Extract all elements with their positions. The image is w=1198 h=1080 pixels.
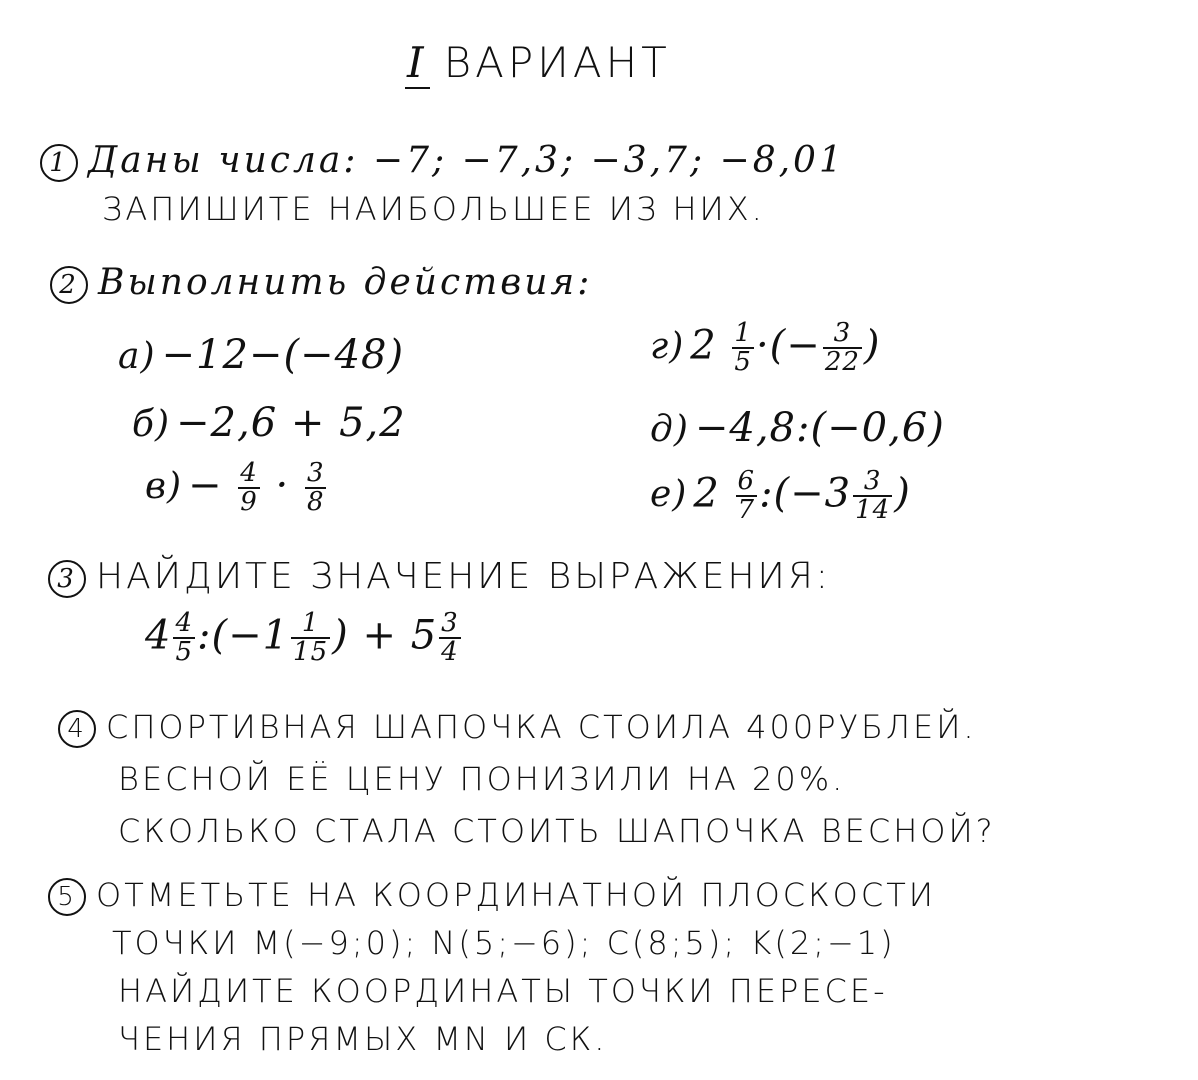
denominator: 5 [175, 637, 193, 668]
denominator: 8 [306, 487, 325, 518]
task2-d [650, 405, 945, 451]
task2-b-label: б) [132, 404, 171, 445]
task3-heading-text: НАЙДИТЕ ЗНАЧЕНИЕ ВЫРАЖЕНИЯ: [96, 556, 831, 597]
task5-line2: ТОЧКИ М(−9;0); N(5;−6); C(8;5); K(2;−1) [112, 924, 896, 962]
denominator: 5 [734, 347, 752, 378]
task4-line1 [58, 708, 977, 748]
variant-label: ВАРИАНТ [443, 38, 671, 87]
task2-g [650, 320, 881, 377]
numerator: 6 [737, 466, 756, 496]
task4-line3: СКОЛЬКО СТАЛА СТОИТЬ ШАПОЧКА ВЕСНОЙ? [118, 812, 996, 850]
task2-v-sign: − [188, 462, 223, 509]
whole-part: 4 [145, 612, 172, 659]
numerator: 4 [240, 458, 258, 488]
denominator: 7 [737, 495, 756, 526]
fraction [173, 610, 195, 667]
fraction [305, 460, 327, 517]
task5-line1 [48, 876, 936, 916]
task2-d-label: д) [650, 409, 689, 450]
fraction [439, 610, 461, 667]
task1-line1 [40, 140, 845, 182]
task2-b [132, 400, 406, 446]
numerator: 3 [441, 608, 459, 638]
denominator: 15 [293, 637, 329, 668]
whole-part: 2 [690, 322, 717, 369]
task2-v-label: в) [145, 466, 182, 508]
task2-d-expr: −4,8:(−0,6) [694, 405, 945, 451]
task2-a-expr: −12−(−48) [161, 332, 405, 378]
task5-number: 5 [48, 878, 86, 916]
task1-text1: Даны числа: −7; −7,3; −3,7; −8,01 [88, 140, 845, 181]
fraction [291, 610, 330, 667]
fraction [823, 320, 862, 377]
numerator: 3 [863, 466, 882, 496]
task4-number: 4 [58, 710, 96, 748]
task1-line2: ЗАПИШИТЕ НАИБОЛЬШЕЕ ИЗ НИХ. [102, 190, 765, 228]
numerator: 3 [833, 318, 852, 348]
numerator: 3 [306, 458, 325, 488]
denominator: 22 [824, 347, 860, 378]
variant-title [405, 38, 671, 89]
task2-heading [50, 262, 592, 304]
whole-part: 2 [693, 470, 720, 517]
fraction [853, 468, 892, 525]
operator: · [275, 462, 290, 509]
task5-line4: ЧЕНИЯ ПРЯМЫХ МN И СК. [118, 1020, 608, 1058]
denominator: 9 [240, 487, 258, 518]
operator: ·(− [755, 322, 821, 369]
task2-e [650, 468, 911, 525]
task1-number: 1 [40, 144, 78, 182]
numerator: 4 [175, 608, 193, 638]
operator: :(−1 [197, 612, 290, 659]
task2-heading-text: Выполнить действия: [98, 262, 593, 303]
bracket: ) [863, 322, 881, 369]
denominator: 14 [855, 495, 891, 526]
variant-number: I [407, 38, 428, 87]
task2-a [118, 332, 404, 378]
operator: :(−3 [759, 470, 852, 517]
task5-text1: ОТМЕТЬТЕ НА КООРДИНАТНОЙ ПЛОСКОСТИ [96, 876, 936, 914]
operator: ) + 5 [332, 612, 438, 659]
fraction [736, 468, 758, 525]
denominator: 4 [441, 637, 459, 668]
task2-g-label: г) [650, 326, 685, 368]
task3-expression [145, 610, 463, 667]
task2-v [145, 460, 328, 517]
numerator: 1 [301, 608, 320, 638]
task4-line2: ВЕСНОЙ ЕЁ ЦЕНУ ПОНИЗИЛИ НА 20%. [118, 760, 846, 798]
bracket: ) [894, 470, 911, 517]
fraction [238, 460, 260, 517]
task5-line3: НАЙДИТЕ КООРДИНАТЫ ТОЧКИ ПЕРЕСЕ- [118, 972, 888, 1010]
task3-heading [48, 556, 831, 598]
task2-b-expr: −2,6 + 5,2 [176, 400, 406, 446]
task2-number: 2 [50, 266, 88, 304]
task4-text1: СПОРТИВНАЯ ШАПОЧКА СТОИЛА 400РУБЛЕЙ. [106, 708, 977, 746]
task2-a-label: а) [118, 336, 156, 377]
task3-number: 3 [48, 560, 86, 598]
numerator: 1 [734, 318, 752, 348]
task2-e-label: е) [650, 474, 688, 516]
fraction [732, 320, 754, 377]
